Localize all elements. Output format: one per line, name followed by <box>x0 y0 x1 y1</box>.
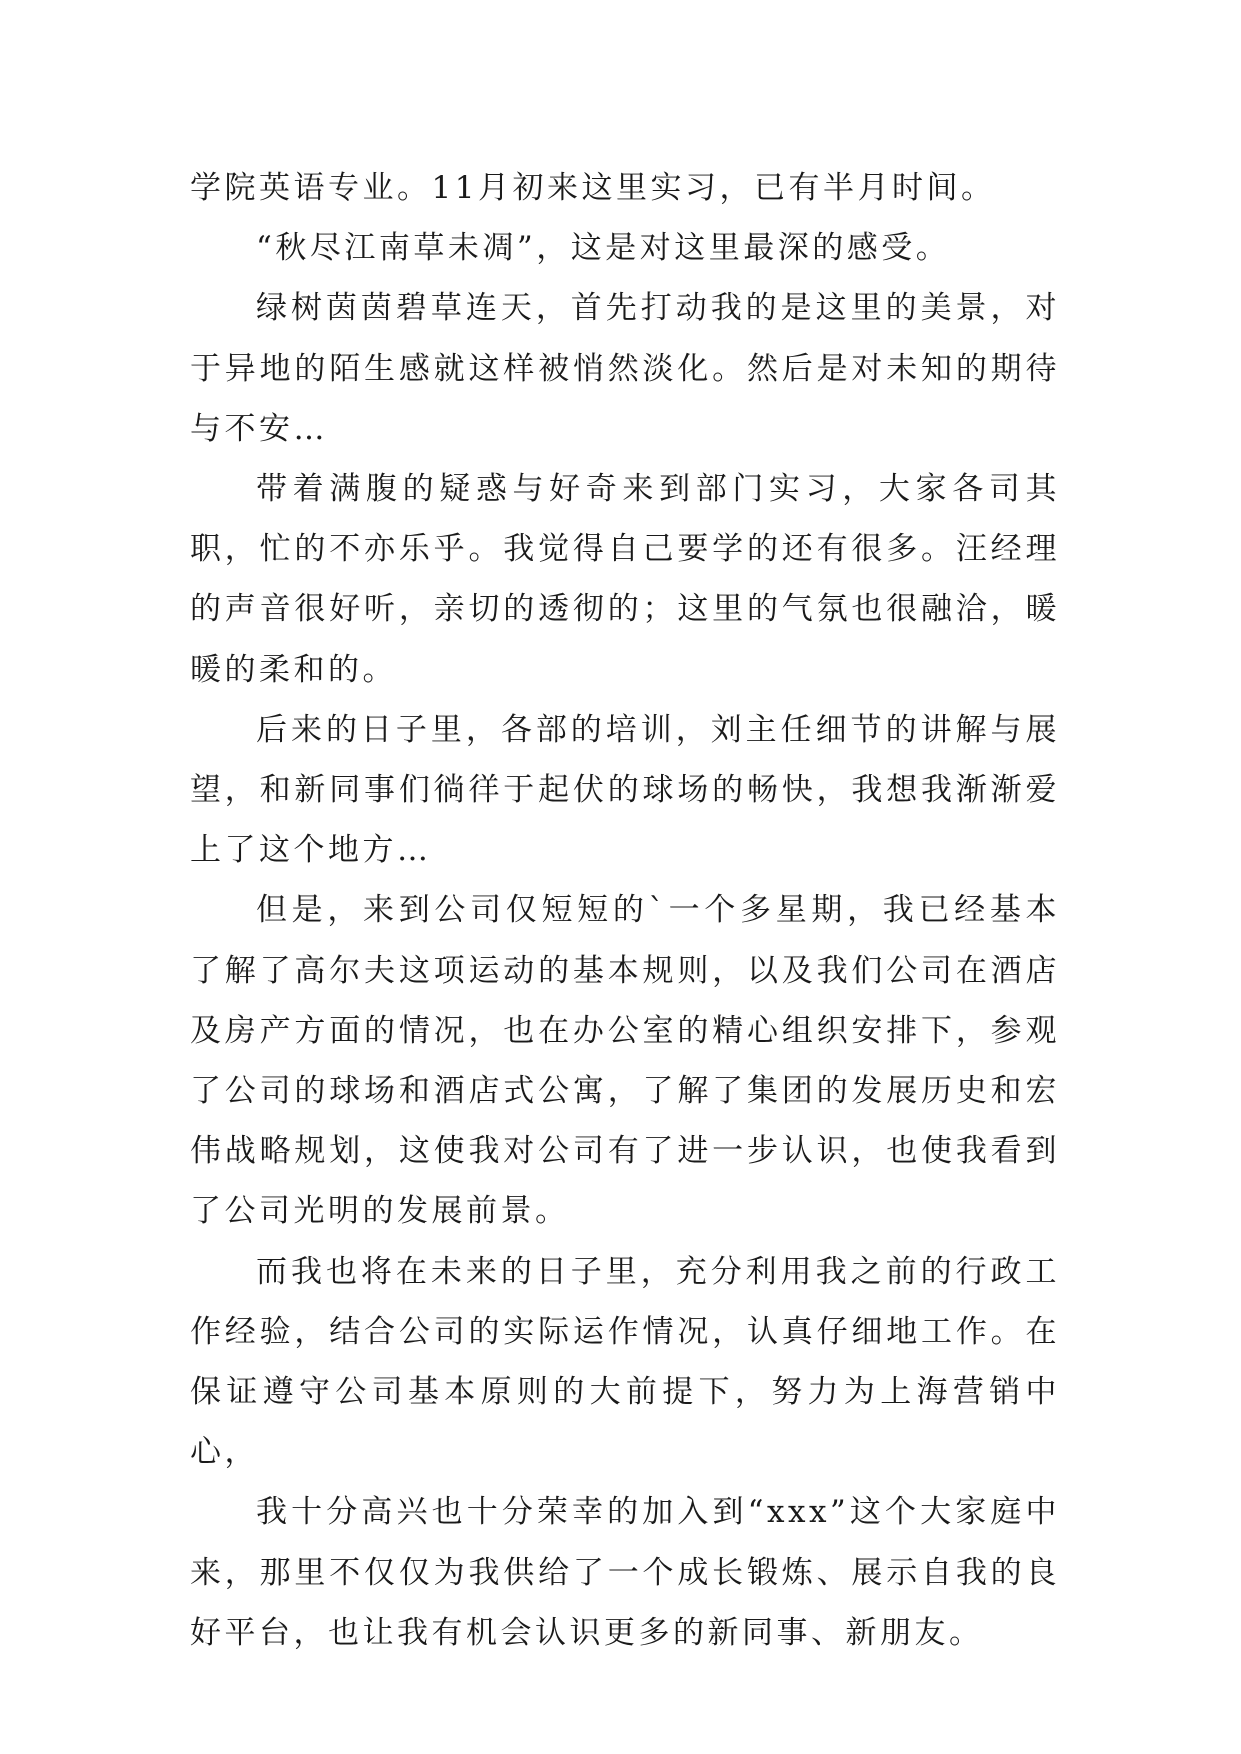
body-text <box>190 158 1060 1663</box>
paragraph-6: 但是，来到公司仅短短的`一个多星期，我已经基本了解了高尔夫这项运动的基本规则，以及我们公司在酒店及房产方面的情况，也在办公室的精心组织安排下，参观了公司的球场和酒店式公寓，了解了集团的发展历史和宏伟战略规划，这使我对公司有了进一步认识，也使我看到了公司光明的发展前景。 <box>190 892 1060 1230</box>
paragraph-1: 学院英语专业。11月初来这里实习，已有半月时间。 <box>190 170 996 206</box>
paragraph-4: 带着满腹的疑惑与好奇来到部门实习，大家各司其职，忙的不亦乐乎。我觉得自己要学的还有很多。汪经理的声音很好听，亲切的透彻的；这里的气氛也很融洽，暖暖的柔和的。 <box>190 471 1060 688</box>
paragraph-7: 而我也将在未来的日子里，充分利用我之前的行政工作经验，结合公司的实际运作情况，认真仔细地工作。在保证遵守公司基本原则的大前提下，努力为上海营销中心， <box>190 1253 1060 1471</box>
paragraph-2: “秋尽江南草未凋”，这是对这里最深的感受。 <box>256 230 951 267</box>
paragraph-3: 绿树茵茵碧草连天，首先打动我的是这里的美景，对于异地的陌生感就这样被悄然淡化。然后是对未知的期待与不安… <box>190 290 1060 447</box>
paragraph-8: 我十分高兴也十分荣幸的加入到“xxx”这个大家庭中来，那里不仅仅为我供给了一个成长锻炼、展示自我的良好平台，也让我有机会认识更多的新同事、新朋友。 <box>190 1494 1060 1651</box>
paragraph-5: 后来的日子里，各部的培训，刘主任细节的讲解与展望，和新同事们徜徉于起伏的球场的畅快，我想我渐渐爱上了这个地方… <box>190 711 1060 869</box>
